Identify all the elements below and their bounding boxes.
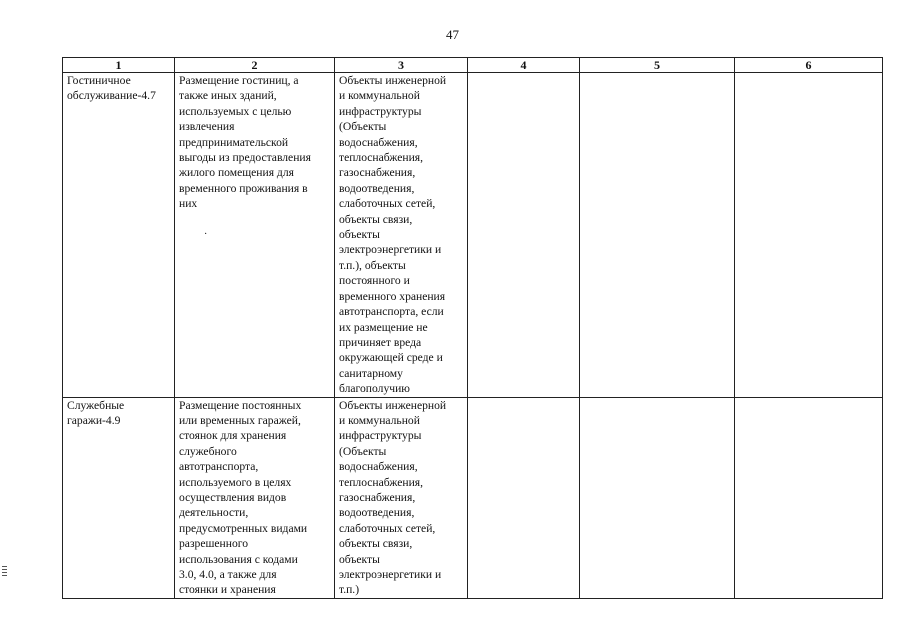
table-cell-auxiliary-uses: Объекты инженерной и коммунальной инфраструктуры (Объекты водоснабжения, теплоснабжения, газоснабжения, водоотведения, слаботочных сетей, объекты связи, объекты электроэнергетики и т.п.), объекты постоянного и временного хранения автотранспорта, если их размещение не причиняет вреда окружающей среде и санитарному благополучию (335, 73, 468, 398)
column-header-2: 2 (175, 58, 335, 73)
table-cell-col4 (468, 73, 580, 398)
table-cell-col5 (580, 73, 735, 398)
table-cell-use-name: Служебные гаражи-4.9 (63, 397, 175, 598)
column-header-1: 1 (63, 58, 175, 73)
table-row (63, 397, 883, 598)
column-header-4: 4 (468, 58, 580, 73)
land-use-table (62, 57, 883, 599)
column-header-5: 5 (580, 58, 735, 73)
column-header-6: 6 (735, 58, 883, 73)
table-cell-col4 (468, 397, 580, 598)
table-cell-use-name: Гостиничное обслуживание-4.7 (63, 73, 175, 398)
table-cell-col6 (735, 73, 883, 398)
table-cell-use-description: Размещение гостиниц, а также иных зданий, используемых с целью извлечения предпринимательской выгоды из предоставления жилого помещения для временного проживания в них (175, 73, 335, 398)
table-cell-col5 (580, 397, 735, 598)
page-number: 47 (446, 27, 459, 42)
table-header-row (63, 58, 883, 73)
table-cell-auxiliary-uses: Объекты инженерной и коммунальной инфраструктуры (Объекты водоснабжения, теплоснабжения, газоснабжения, водоотведения, слаботочных сетей, объекты связи, объекты электроэнергетики и т.п.) (335, 397, 468, 598)
table-row (63, 73, 883, 398)
table-cell-col6 (735, 397, 883, 598)
scan-dot-artifact: · (204, 229, 208, 240)
table-cell-use-description: Размещение постоянных или временных гаражей, стоянок для хранения служебного автотранспорта, используемого в целях осуществления видов деятельности, предусмотренных видами разрешенного использования с кодами 3.0, 4.0, а также для стоянки и хранения (175, 397, 335, 598)
column-header-3: 3 (335, 58, 468, 73)
margin-scan-artifact (2, 566, 7, 578)
